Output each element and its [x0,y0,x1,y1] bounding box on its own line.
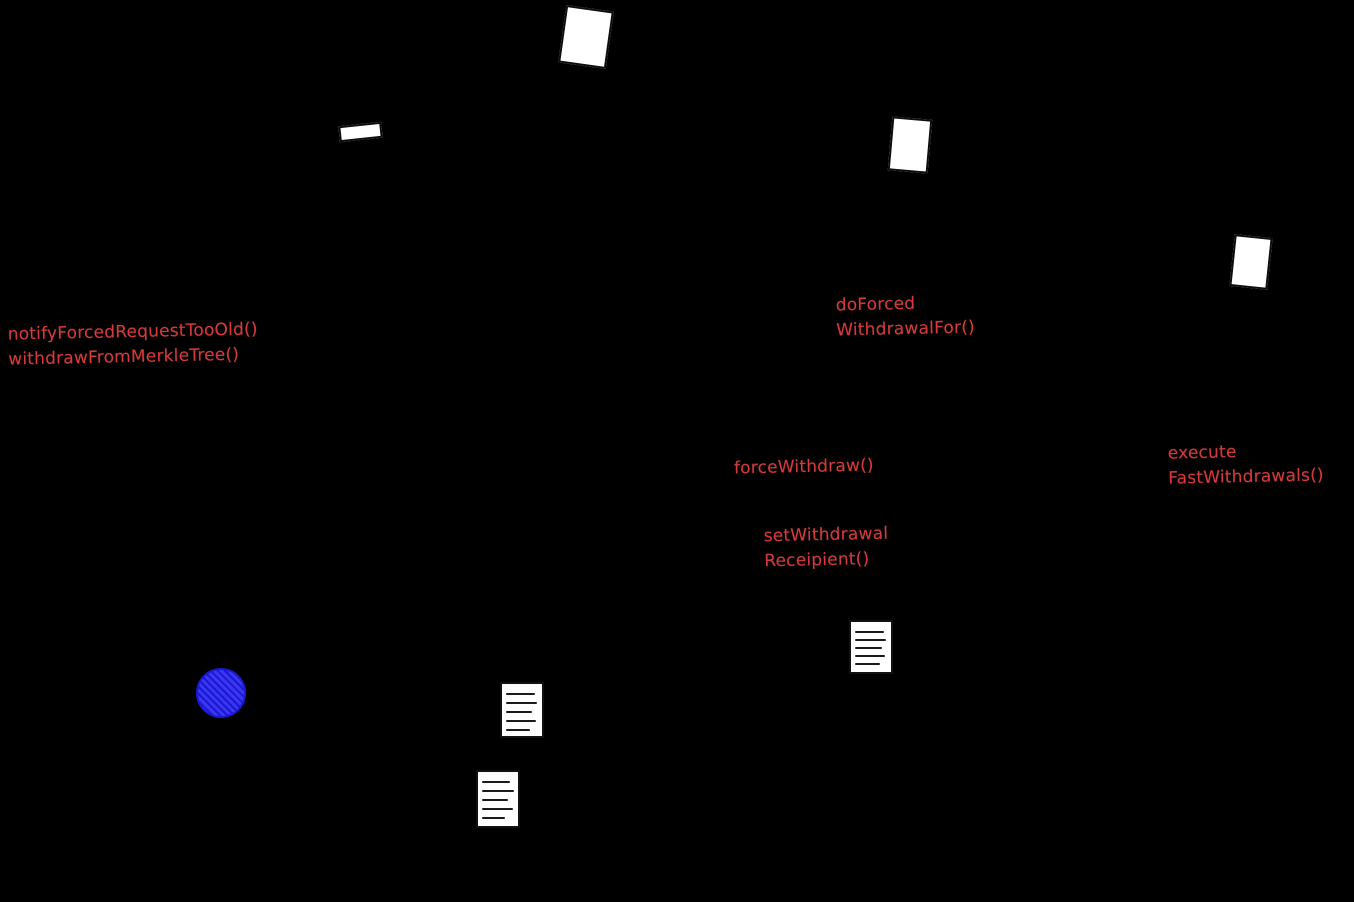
annotation-label-0: notifyForcedRequestTooOld() withdrawFromMerkleTree() [7,319,258,370]
doc-rule-line [506,711,532,713]
doc-rule-line [482,781,510,783]
annotation-label-2: forceWithdraw() [733,455,874,479]
hatched-node-icon [196,668,246,718]
document-icon-top-small [338,122,382,142]
doc-rule-line [482,790,514,792]
document-stack-icon-lower [476,770,520,828]
doc-rule-line [506,702,537,704]
doc-rule-line [855,647,882,649]
doc-rule-line [855,663,880,665]
document-stack-icon-center-right [849,620,893,674]
annotation-label-4: setWithdrawal Receipient() [763,523,889,572]
document-icon-top-right [888,116,933,173]
doc-rule-line [855,631,884,633]
doc-rule-line [855,655,885,657]
doc-rule-line [506,720,536,722]
doc-rule-line [482,817,505,819]
doc-rule-line [855,639,886,641]
annotation-label-1: doForced WithdrawalFor() [835,293,976,341]
doc-rule-line [506,729,530,731]
document-stack-icon-mid [500,682,544,738]
doc-rule-line [482,808,513,810]
doc-rule-line [506,693,535,695]
annotation-label-3: execute FastWithdrawals() [1167,442,1324,489]
document-icon-far-right [1229,234,1272,290]
doc-rule-line [482,799,508,801]
document-icon-top-center [558,5,614,69]
